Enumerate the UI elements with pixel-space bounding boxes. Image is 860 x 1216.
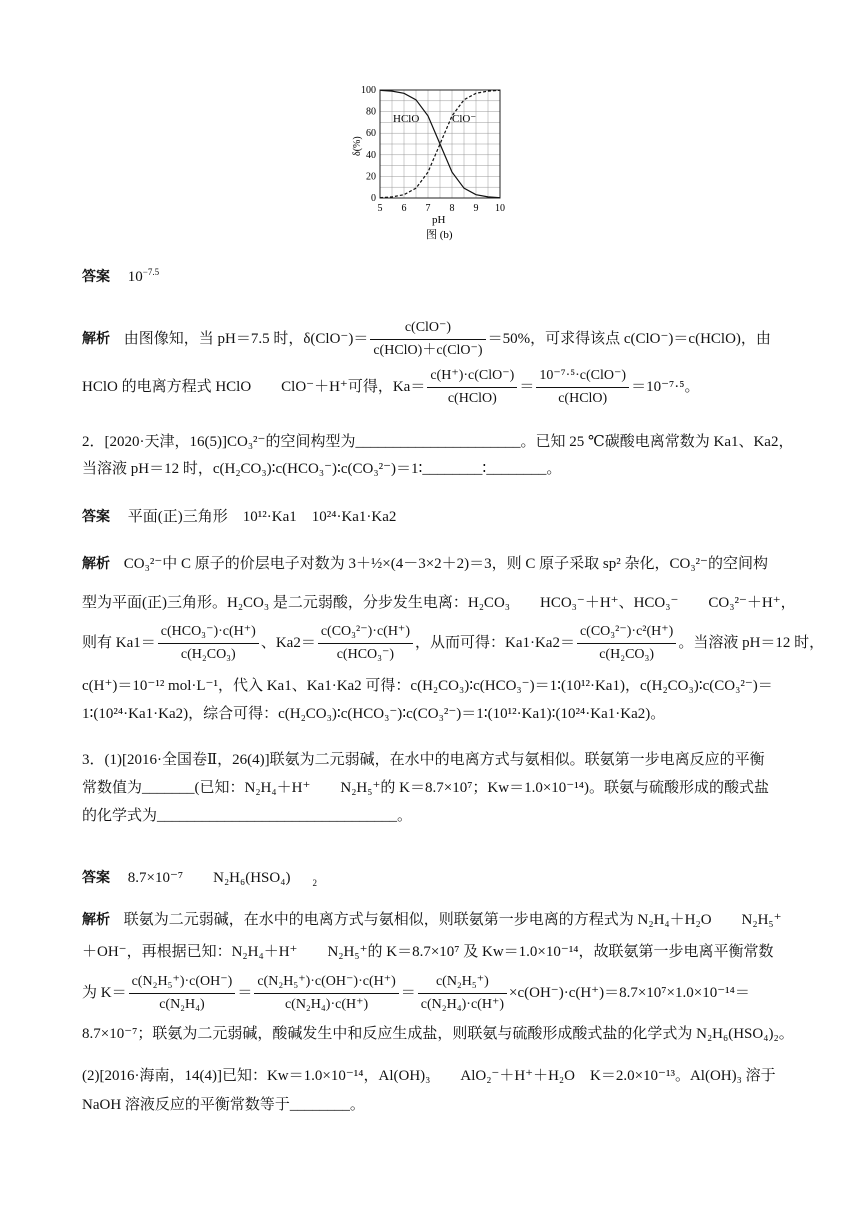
chart-xlabel: pH: [432, 214, 446, 226]
analysis-text: c(H⁺)＝10⁻¹² mol·L⁻¹，代入 Ka1、Ka1·Ka2 可得：c(H₂CO₃)∶c(HCO₃⁻)＝1∶(10¹²·Ka1)，c(H₂CO₃)∶c(CO₃²⁻)＝: [82, 678, 773, 694]
x-tick-label: 8: [449, 203, 455, 214]
analysis-text: ＝10⁻⁷·⁵。: [631, 378, 700, 395]
analysis-label: 解析: [82, 556, 110, 572]
fraction: $\frac{\text{c(ClO⁻)}}{\text{c(HClO)＋c(ClO⁻)}}$: [370, 318, 485, 361]
answer-label: 答案: [82, 870, 110, 886]
analysis-text: 则有 Ka1＝: [82, 634, 156, 651]
analysis-text: 型为平面(正)三角形。H₂CO₃ 是二元弱酸，分步发生电离：H₂CO₃ HCO₃⁻＋H⁺、HCO₃⁻ CO₃²⁻＋H⁺，: [82, 595, 796, 611]
question-3-line: 常数值为_______(已知：N₂H₄＋H⁺ N₂H₅⁺的 K＝8.7×10⁷；Kw＝1.0×10⁻¹⁴)。联氨与硫酸形成的酸式盐: [82, 780, 769, 796]
fraction: $\frac{\text{c(H⁺)·c(ClO⁻)}}{\text{c(HClO)}}$: [427, 366, 517, 409]
analysis-label: 解析: [82, 912, 110, 928]
fraction: $\frac{\text{c(CO₃²⁻)·c(H⁺)}}{\text{c(HCO₃⁻)}}$: [318, 622, 413, 665]
analysis-text: ，从而可得：Ka1·Ka2＝: [414, 634, 575, 651]
y-tick-label: 60: [366, 128, 376, 140]
fraction: $\frac{\text{10⁻⁷·⁵·c(ClO⁻)}}{\text{c(HClO)}}$: [536, 366, 629, 409]
analysis-text: ＝50%，可求得该点 c(ClO⁻)＝c(HClO)，由: [487, 330, 771, 347]
answer-label: 答案: [82, 269, 110, 285]
analysis-text: 。当溶液 pH＝12 时，: [678, 634, 825, 651]
analysis-label: 解析: [82, 330, 110, 347]
y-tick-label: 80: [366, 106, 376, 118]
answer-value: 平面(正)三角形 10¹²·Ka1 10²⁴·Ka1·Ka2: [127, 509, 397, 525]
analysis-text: HClO 的电离方程式 HClO ClO⁻＋H⁺可得，Ka＝: [82, 378, 426, 395]
answer-label: 答案: [82, 509, 110, 525]
fraction: $\frac{\text{c(CO₃²⁻)·c²(H⁺)}}{\text{c(H₂CO₃)}}$: [577, 622, 676, 665]
y-tick-label: 0: [371, 193, 376, 204]
chart-ylabel: δ(%): [352, 136, 363, 156]
analysis-text: 由图像知，当 pH＝7.5 时，δ(ClO⁻)＝: [123, 330, 369, 347]
fraction: $\frac{\text{c(N₂H₅⁺)·c(OH⁻)·c(H⁺)}}{\text{c(N₂H₄)·c(H⁺)}}$: [254, 972, 398, 1015]
x-tick-label: 10: [495, 203, 505, 214]
question-2-line: 2．[2020·天津，16(5)]CO₃²⁻的空间构型为______________________。已知 25 ℃碳酸电离常数为 Ka1、Ka2，: [82, 434, 794, 450]
y-tick-label: 40: [366, 149, 376, 161]
question-2-line: 当溶液 pH＝12 时，c(H₂CO₃)∶c(HCO₃⁻)∶c(CO₃²⁻)＝1∶________∶________。: [82, 461, 562, 477]
x-tick-label: 6: [401, 203, 407, 214]
analysis-text: ×c(OH⁻)·c(H⁺)＝8.7×10⁷×1.0×10⁻¹⁴＝: [509, 984, 750, 1001]
answer-subscript: 2: [312, 878, 317, 888]
question-3-line: 3．(1)[2016·全国卷Ⅱ，26(4)]联氨为二元弱碱，在水中的电离方式与氨相似。联氨第一步电离反应的平衡: [82, 752, 765, 768]
chart-caption: 图 (b): [426, 229, 453, 241]
fraction: $\frac{\text{c(HCO₃⁻)·c(H⁺)}}{\text{c(H₂CO₃)}}$: [158, 622, 259, 665]
answer-value: 10: [127, 269, 143, 285]
chart-right-label: ClO⁻: [452, 113, 477, 125]
analysis-text: ＋OH⁻，再根据已知：N₂H₄＋H⁺ N₂H₅⁺的 K＝8.7×10⁷ 及 Kw＝1.0×10⁻¹⁴，故联氨第一步电离平衡常数: [82, 944, 774, 960]
analysis-text: 8.7×10⁻⁷；联氨为二元弱碱，酸碱发生中和反应生成盐，则联氨与硫酸形成酸式盐的化学式为 N₂H₆(HSO₄)₂。: [82, 1026, 794, 1042]
x-tick-label: 5: [377, 203, 383, 214]
distribution-chart: [340, 78, 540, 258]
answer-value: 8.7×10⁻⁷ N₂H₆(HSO₄): [127, 870, 291, 886]
x-tick-label: 7: [425, 203, 431, 214]
chart-left-label: HClO: [393, 113, 420, 125]
y-tick-label: 20: [366, 171, 376, 183]
question-3b-line: (2)[2016·海南，14(4)]已知：Kw＝1.0×10⁻¹⁴，Al(OH)₃ AlO₂⁻＋H⁺＋H₂O K＝2.0×10⁻¹³。Al(OH)₃ 溶于: [82, 1068, 776, 1084]
x-tick-label: 9: [473, 203, 479, 214]
analysis-text: 、Ka2＝: [260, 634, 316, 651]
answer-exponent: −7.5: [142, 267, 160, 277]
analysis-text: 联氨为二元弱碱，在水中的电离方式与氨相似，则联氨第一步电离的方程式为 N₂H₄＋H₂O N₂H₅⁺: [123, 912, 782, 928]
analysis-text: 1∶(10²⁴·Ka1·Ka2)，综合可得：c(H₂CO₃)∶c(HCO₃⁻)∶c(CO₃²⁻)＝1∶(10¹²·Ka1)∶(10²⁴·Ka1·Ka2)。: [82, 706, 666, 722]
question-3b-line: NaOH 溶液反应的平衡常数等于________。: [82, 1097, 365, 1113]
fraction: $\frac{\text{c(N₂H₅⁺)}}{\text{c(N₂H₄)·c(H⁺)}}$: [418, 972, 507, 1015]
y-tick-label: 100: [361, 85, 376, 96]
analysis-text: CO₃²⁻中 C 原子的价层电子对数为 3＋½×(4－3×2＋2)＝3，则 C 原子采取 sp² 杂化，CO₃²⁻的空间构: [123, 556, 768, 572]
analysis-text: 为 K＝: [82, 984, 127, 1001]
question-3-line: 的化学式为________________________________。: [82, 808, 413, 824]
fraction: $\frac{\text{c(N₂H₅⁺)·c(OH⁻)}}{\text{c(N₂H₄)}}$: [129, 972, 236, 1015]
